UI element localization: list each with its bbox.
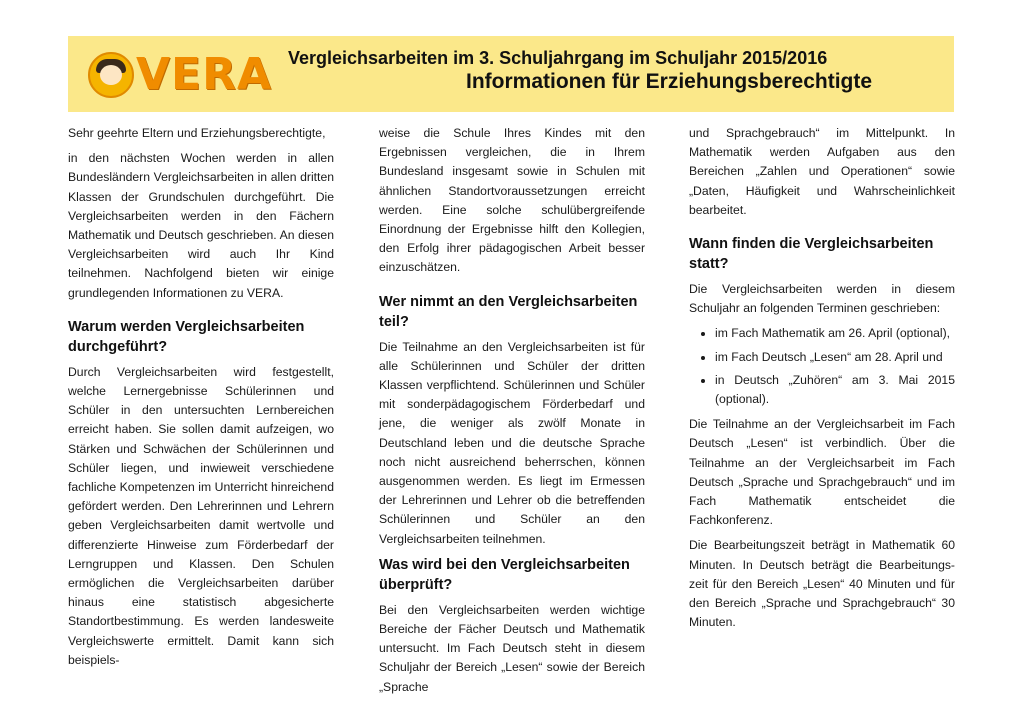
what-paragraph: Bei den Vergleichsarbeiten werden wichtige Bereiche der Fächer Deutsch und Mathematik untersucht. Im Fach Deutsch steht in diesem Schuljahr der Bereich „Lesen“ sowie der Bereich „Sprache	[379, 602, 645, 694]
heading-what: Was wird bei den Vergleichsarbeiten überprüft?	[379, 556, 630, 593]
vera-logo	[88, 46, 288, 104]
column-3	[689, 124, 955, 638]
list-item: • im Fach Mathematik am 26. April (optional),	[715, 324, 955, 343]
duration-paragraph: Die Bearbeitungszeit beträgt in Mathematik 60 Minuten. In Deutsch beträgt die Bearbeitungs-zeit für den Bereich „Lesen“ 40 Minuten und für den Bereich „Sprache und Sprachgebrauch“ 30 Minuten.	[689, 538, 955, 630]
header-title: Vergleichsarbeiten im 3. Schuljahrgang im Schuljahr 2015/2016	[288, 48, 828, 68]
when-intro: Die Vergleichsarbeiten werden in diesem Schuljahr an folgenden Terminen geschrieben:	[689, 282, 955, 316]
column-1	[68, 124, 334, 676]
logo-text: VERA	[136, 49, 273, 100]
heading-when: Wann finden die Vergleichsarbeiten statt?	[689, 236, 934, 273]
intro-paragraph: in den nächsten Wochen werden in allen Bundesländern Vergleichsarbeiten in allen dritten Klassen der Grundschulen durchgeführt. Die Vergleichsarbeiten werden in den Fächern Mathematik und Deutsch geschrieben. An diesen Vergleichsarbeiten wird auch Ihr Kind teilnehmen. Nachfolgend bieten wir einige grundlegenden Informationen zu VERA.	[68, 151, 334, 300]
why-paragraph: Durch Vergleichsarbeiten wird festgestellt, welche Lernergebnisse Schülerinnen und Schüler in den untersuchten Lernbereichen erreicht haben. Sie sollen damit aufzeigen, wo Stärken und Schwächen der Schülerinnen und Schüler liegen, und inwieweit verschiedene fachliche Kompetenzen im Unterricht hinreichend gefördert werden. Den Lehrerinnen und Lehrern geben Vergleichsarbeiten damit wertvolle und differenzierte Hinweise zum Förderbedarf der Lerngruppen und Klassen. Den Schulen ermöglichen die Vergleichsarbeiten darüber hinaus eine statistisch abgesicherte Standortbestimmung. Es werden landesweite Vergleichswerte ermittelt. Damit kann sich beispiels-	[68, 364, 334, 667]
header-banner	[68, 36, 954, 112]
column-2	[379, 124, 645, 703]
header-subtitle: Informationen für Erziehungsberechtigte	[466, 70, 873, 93]
participation-paragraph: Die Teilnahme an der Vergleichsarbeit im Fach Deutsch „Lesen“ ist verbindlich. Über die Teilnahme an der Vergleichsarbeit im Fach Deutsch „Sprache und Sprachgebrauch“ und im Fach Mathematik entscheidet die Fachkonferenz.	[689, 417, 955, 528]
mascot-icon	[88, 52, 134, 98]
greeting: Sehr geehrte Eltern und Erziehungsberechtigte,	[68, 126, 326, 140]
continued-paragraph: und Sprachgebrauch“ im Mittelpunkt. In Mathematik werden Aufgaben aus den Bereichen „Zahlen und Operationen“ sowie „Daten, Häufigkeit und Wahrscheinlichkeit bearbeitet.	[689, 126, 955, 217]
heading-who: Wer nimmt an den Vergleichsarbeiten teil?	[379, 293, 638, 330]
who-paragraph: Die Teilnahme an den Vergleichsarbeiten ist für alle Schülerinnen und Schüler der dritten Klassen verpflichtend. Schülerinnen und Schüler mit sonderpädagogischem Förderbedarf und jene, die weniger als zwölf Monate in Deutschland leben und die deutsche Sprache noch nicht ausreichend beherrschen, können ausgenommen werden. Es liegt im Ermessen der Lehrerinnen und Lehrer ob die betreffenden Schülerinnen und Schüler an den Vergleichsarbeiten teilnehmen.	[379, 339, 645, 546]
heading-why: Warum werden Vergleichsarbeiten durchgeführt?	[68, 318, 305, 355]
continued-paragraph: weise die Schule Ihres Kindes mit den Ergebnissen vergleichen, die in Ihrem Bundesland insgesamt sowie in Schulen mit ähnlichen Standortvoraussetzungen erreicht werden. Eine solche schulübergreifende Einordnung der Ergebnisse hilft den Kollegien, den Erfolg ihrer pädagogischen Arbeit besser einzuschätzen.	[379, 126, 645, 275]
dates-list	[689, 324, 955, 409]
list-item: • in Deutsch „Zuhören“ am 3. Mai 2015 (optional).	[715, 371, 955, 409]
list-item: • im Fach Deutsch „Lesen“ am 28. April und	[715, 348, 955, 367]
